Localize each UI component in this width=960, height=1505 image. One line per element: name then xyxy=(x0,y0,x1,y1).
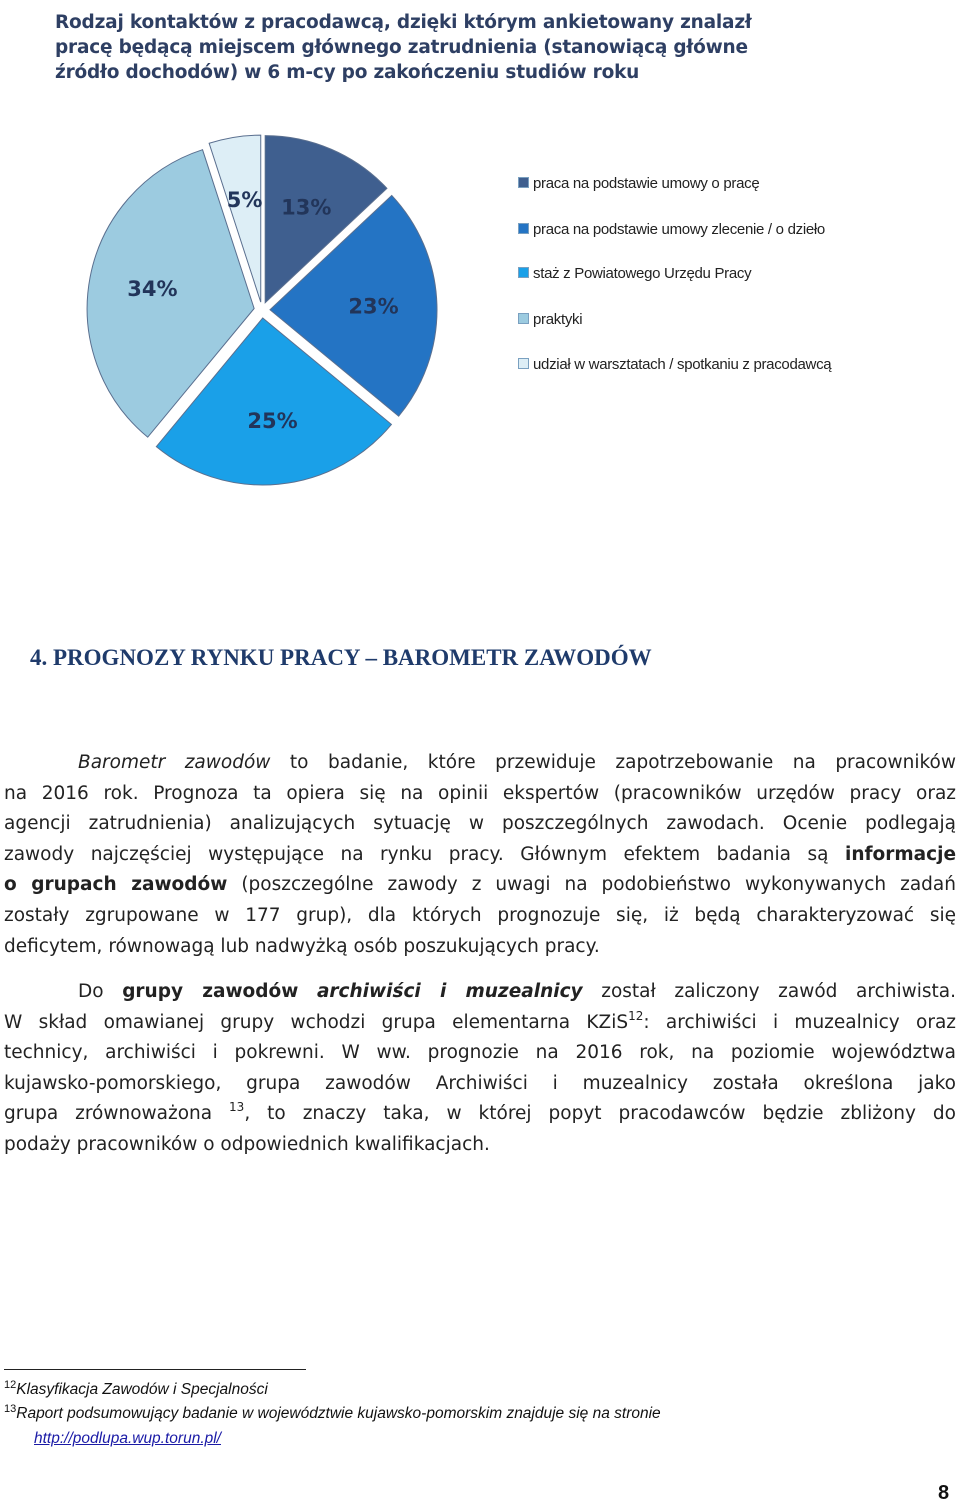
legend-item xyxy=(518,265,751,283)
legend-swatch xyxy=(518,223,529,234)
legend-item xyxy=(518,311,582,329)
text-line: Do grupy zawodów archiwiści i muzealnicy został zaliczony zawód archiwista. xyxy=(78,981,956,1002)
legend-item xyxy=(518,356,831,374)
footnote-link-line xyxy=(34,1430,221,1448)
text-line: o grupach zawodów (poszczególne zawody z uwagi na podobieństwo wykonywanych zadań xyxy=(4,874,956,896)
legend-item xyxy=(518,221,825,239)
chart-title-line: źródło dochodów) w 6 m-cy po zakończeniu studiów roku xyxy=(55,62,640,83)
pie-slice-label: 34% xyxy=(127,277,178,302)
footnote-12: $^{12}$Klasyfikacja Zawodów i Specjalności xyxy=(4,1379,268,1398)
footnote-13: $^{13}$Raport podsumowujący badanie w województwie kujawsko-pomorskim znajduje się na stronie xyxy=(4,1403,661,1422)
text-line: podaży pracowników o odpowiednich kwalifikacjach. xyxy=(4,1133,490,1155)
legend-item xyxy=(518,175,759,193)
legend-label: praca na podstawie umowy o pracę xyxy=(533,175,760,192)
legend-label: praktyki xyxy=(533,311,583,328)
legend-swatch xyxy=(518,313,529,324)
pie-chart xyxy=(0,120,500,500)
page-number: 8 xyxy=(938,1482,950,1504)
footnote-link[interactable]: http://podlupa.wup.torun.pl/ xyxy=(34,1430,221,1447)
paragraph-barometr xyxy=(4,748,956,962)
legend-label: udział w warsztatach / spotkaniu z pracodawcą xyxy=(533,356,832,373)
pie-slice-label: 25% xyxy=(247,409,298,434)
text-line: Barometr zawodów to badanie, które przewiduje zapotrzebowanie na pracowników xyxy=(78,752,956,773)
text-line: technicy, archiwiści i pokrewni. W ww. prognozie na 2016 rok, na poziomie województwa xyxy=(4,1042,956,1064)
legend-label: staż z Powiatowego Urzędu Pracy xyxy=(533,265,752,282)
legend-swatch xyxy=(518,267,529,278)
chart-title xyxy=(55,10,755,85)
text-line: zostały zgrupowane w 177 grup), dla których prognozuje się, iż będą charakteryzować się xyxy=(4,904,956,926)
chart-title-line: pracę będącą miejscem głównego zatrudnienia (stanowiącą główne xyxy=(55,37,748,58)
text-line: agencji zatrudnienia) analizujących sytuację w poszczególnych zawodach. Ocenie podlegają xyxy=(4,813,956,835)
text-line: W skład omawianej grupy wchodzi grupa elementarna KZiS$^{12}$: archiwiści i muzealnicy oraz xyxy=(4,1008,956,1033)
term-barometr: Barometr zawodów xyxy=(78,752,271,773)
pie-slice-label: 5% xyxy=(226,187,263,212)
footnote-divider xyxy=(4,1369,306,1370)
footnote-ref-13[interactable]: 13 xyxy=(229,1100,245,1115)
text-line: deficytem, równowagą lub nadwyżką osób poszukujących pracy. xyxy=(4,935,600,957)
legend-label: praca na podstawie umowy zlecenie / o dzieło xyxy=(533,221,825,238)
text-line: na 2016 rok. Prognoza ta opiera się na opinii ekspertów (pracowników urzędów pracy oraz xyxy=(4,782,956,804)
pie-slice-label: 23% xyxy=(348,294,399,319)
legend-swatch xyxy=(518,177,529,188)
pie-slice-label: 13% xyxy=(281,195,332,220)
footnote-ref-12[interactable]: 12 xyxy=(628,1008,644,1023)
text-line: grupa zrównoważona $^{13}$, to znaczy taka, w której popyt pracodawców będzie zbliżony do xyxy=(4,1100,956,1125)
text-line: kujawsko-pomorskiego, grupa zawodów Archiwiści i muzealnicy została określona jako xyxy=(4,1072,956,1094)
chart-title-line: Rodzaj kontaktów z pracodawcą, dzięki którym ankietowany znalazł xyxy=(55,12,752,33)
section-heading: 4. PROGNOZY RYNKU PRACY – BAROMETR ZAWODÓW xyxy=(30,645,652,670)
legend-swatch xyxy=(518,358,529,369)
paragraph-archiwisci xyxy=(4,977,956,1161)
text-line: zawody najczęściej występujące na rynku pracy. Głównym efektem badania są informacje xyxy=(4,843,956,865)
